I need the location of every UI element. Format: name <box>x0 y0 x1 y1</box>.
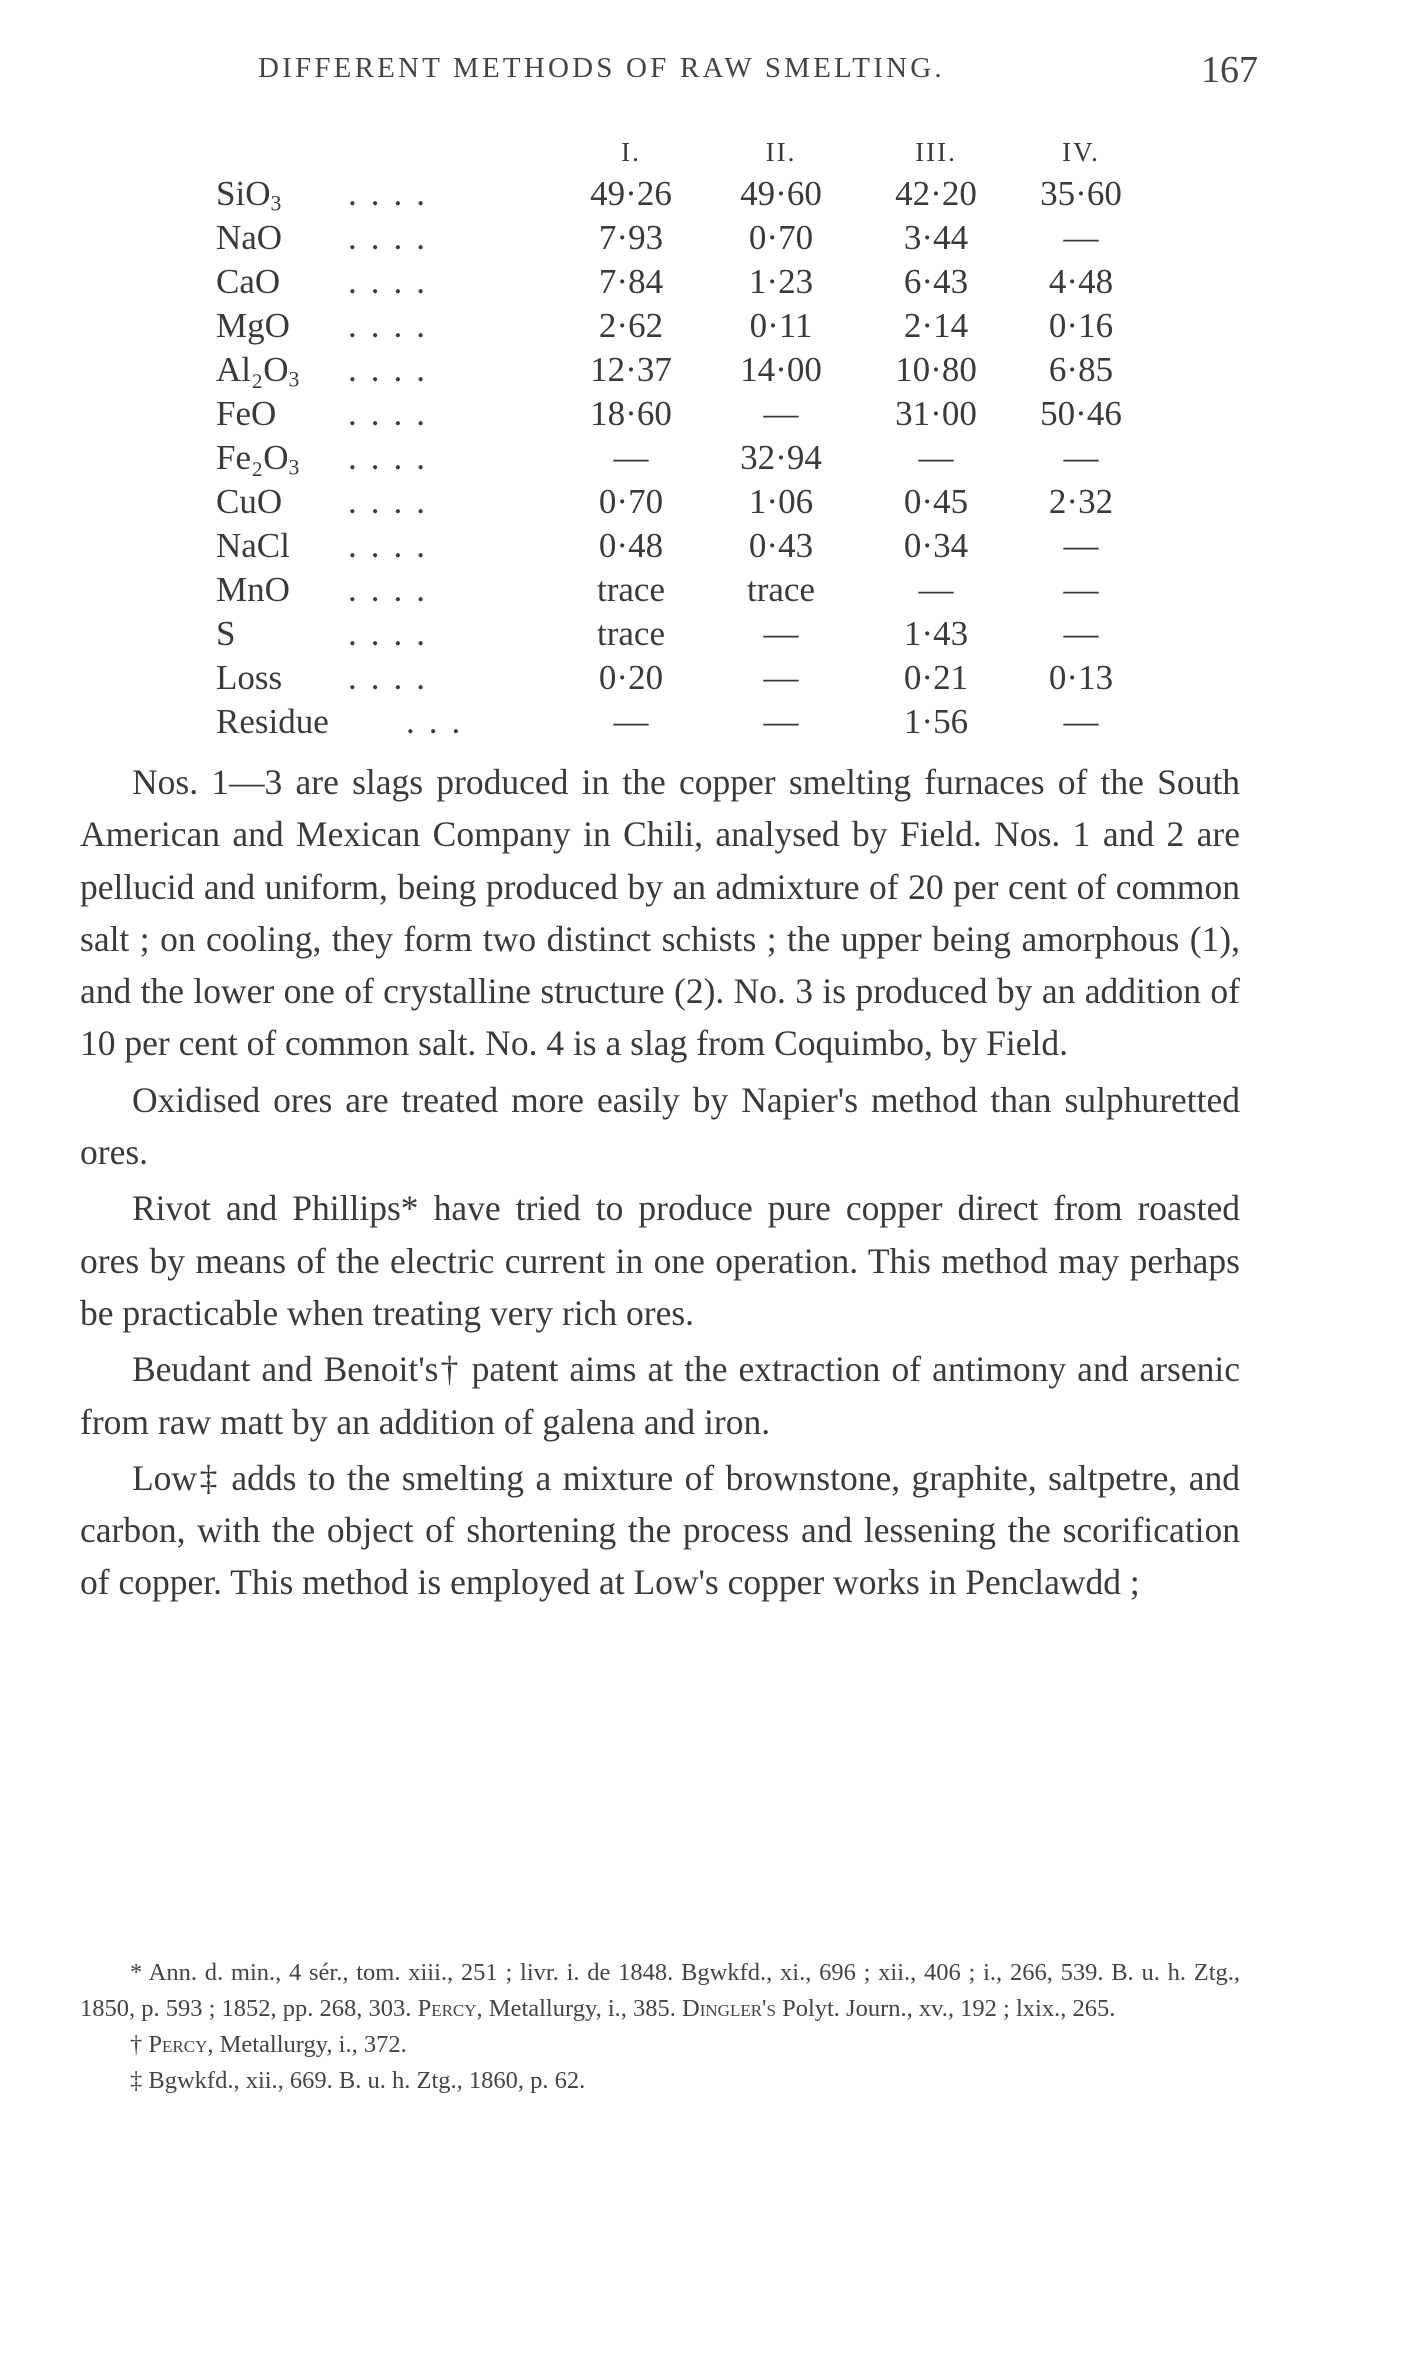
table-cell-col-3: 3·44 <box>903 218 969 257</box>
compound-name: NaCl <box>216 526 290 565</box>
running-title: DIFFERENT METHODS OF RAW SMELTING. <box>258 52 945 84</box>
compound-subscript: 3 <box>288 455 300 480</box>
slag-analysis-table <box>216 130 1156 744</box>
leader-dots: .... <box>348 174 439 213</box>
leader-dots: .... <box>348 306 439 345</box>
table-row <box>216 524 1156 568</box>
table-cell-col-1: trace <box>597 570 665 609</box>
table-cell-col-3: 10·80 <box>895 350 977 389</box>
table-cell-col-4: — <box>1063 614 1099 653</box>
compound-name: Loss <box>216 658 283 697</box>
body-text <box>80 756 1240 1613</box>
table-row <box>216 260 1156 304</box>
table-cell-col-3: 2·14 <box>903 306 969 345</box>
table-cell-col-1: 0·48 <box>598 526 664 565</box>
footnote-star-text-b: , Metallurgy, i., 385. <box>476 1995 676 2022</box>
leader-dots: .... <box>348 482 439 521</box>
table-row <box>216 568 1156 612</box>
table-cell-col-1: 18·60 <box>590 394 672 433</box>
table-cell-col-1: 0·20 <box>598 658 664 697</box>
table-cell-col-2: — <box>763 658 799 697</box>
footnote-dagger-text: , Metallurgy, i., 372. <box>207 2031 407 2058</box>
footnote-double-dagger: ‡ Bgwkfd., xii., 669. B. u. h. Ztg., 1860, p. 62. <box>130 2067 586 2094</box>
table-cell-col-2: 1·23 <box>748 262 814 301</box>
table-header-row <box>216 130 1156 172</box>
footnotes <box>80 1955 1240 2099</box>
leader-dots: .... <box>348 614 439 653</box>
table-cell-col-3: 0·45 <box>903 482 969 521</box>
table-cell-col-2: 0·70 <box>748 218 814 257</box>
table-row <box>216 700 1156 744</box>
table-cell-col-3: 42·20 <box>895 174 977 213</box>
table-cell-col-4: 0·16 <box>1048 306 1114 345</box>
table-cell-col-2: trace <box>747 570 815 609</box>
footnote-dagger <box>80 2027 1240 2063</box>
leader-dots: .... <box>348 570 439 609</box>
compound-name: FeO <box>216 394 277 433</box>
compound-name: MgO <box>216 306 290 345</box>
leader-dots: .... <box>348 262 439 301</box>
table-cell-col-4: 4·48 <box>1048 262 1114 301</box>
table-row <box>216 216 1156 260</box>
paragraph-low: Low‡ adds to the smelting a mixture of brownstone, graphite, saltpetre, and carbon, with the object of shortening the process and lessening the scorification of copper. This method is employed at Low's copper works in Penclawdd ; <box>80 1457 1240 1603</box>
paragraph-rivot-phillips: Rivot and Phillips* have tried to produce pure copper direct from roasted ores by means of the electric current in one operation. This method may perhaps be practicable when treating very rich ores. <box>80 1188 1240 1333</box>
table-cell-col-2: 14·00 <box>740 350 822 389</box>
footnote-star-percy: Percy <box>417 1995 477 2022</box>
paragraph-oxidised-ores: Oxidised ores are treated more easily by Napier's method than sulphuretted ores. <box>80 1079 1240 1173</box>
table-cell-col-2: — <box>763 614 799 653</box>
footnote-star-text-a: * Ann. d. min., 4 sér., tom. xiii., 251 ; livr. i. de 1848. Bgwkfd., xi., 696 ; xii., 406 ; i., 266, 539. B. u. h. Ztg., 1850, p. 593 ; 1852, pp. 268, 303. <box>80 1959 1240 2022</box>
compound-name: S <box>216 614 236 653</box>
table-cell-col-2: 1·06 <box>748 482 814 521</box>
column-header-4: IV. <box>1062 137 1100 167</box>
table-cell-col-2: 49·60 <box>740 174 822 213</box>
compound-subscript: 3 <box>270 191 282 216</box>
table-body <box>216 172 1156 744</box>
table-cell-col-1: 2·62 <box>598 306 664 345</box>
table-cell-col-4: 2·32 <box>1048 482 1114 521</box>
table-cell-col-4: — <box>1063 570 1099 609</box>
table-cell-col-3: 31·00 <box>895 394 977 433</box>
table-cell-col-3: 1·56 <box>903 702 969 741</box>
table-cell-col-4: — <box>1063 526 1099 565</box>
table-cell-col-2: — <box>763 702 799 741</box>
table-cell-col-3: — <box>918 438 954 477</box>
footnote-star-text-c: Polyt. Journ., xv., 192 ; lxix., 265. <box>775 1995 1116 2022</box>
table-row <box>216 436 1156 480</box>
compound-name: Fe₂O <box>216 438 289 477</box>
footnote-dagger-mark: † <box>130 2031 149 2058</box>
column-header-2: II. <box>765 137 797 167</box>
table-cell-col-1: 12·37 <box>590 350 672 389</box>
table-cell-col-4: — <box>1063 438 1099 477</box>
compound-name: CaO <box>216 262 281 301</box>
compound-name: CuO <box>216 482 283 521</box>
table-row <box>216 480 1156 524</box>
table-cell-col-1: 49·26 <box>590 174 672 213</box>
footnote-star <box>80 1955 1240 2027</box>
table-cell-col-4: — <box>1063 702 1099 741</box>
table-cell-col-1: 0·70 <box>598 482 664 521</box>
leader-dots: .... <box>348 394 439 433</box>
table-cell-col-1: 7·84 <box>598 262 664 301</box>
table-cell-col-1: — <box>613 702 649 741</box>
table-row <box>216 656 1156 700</box>
page-number: 167 <box>1201 49 1258 91</box>
leader-dots: .... <box>348 438 439 477</box>
table-cell-col-3: 0·34 <box>903 526 969 565</box>
table-cell-col-2: 0·43 <box>748 526 814 565</box>
compound-name: Residue <box>216 702 329 741</box>
table-cell-col-3: — <box>918 570 954 609</box>
running-head <box>258 48 1258 98</box>
table-row <box>216 172 1156 216</box>
compound-name: Al₂O <box>216 350 289 389</box>
paragraph-beudant-benoit: Beudant and Benoit's† patent aims at the extraction of antimony and arsenic from raw matt by an addition of galena and iron. <box>80 1349 1240 1442</box>
footnote-star-dingler: Dingler's <box>682 1995 776 2022</box>
table-cell-col-4: 6·85 <box>1048 350 1114 389</box>
table-cell-col-2: 0·11 <box>749 306 813 345</box>
row-label <box>216 700 556 753</box>
table-row <box>216 348 1156 392</box>
column-header-3: III. <box>915 137 957 167</box>
table-cell-col-4: — <box>1063 218 1099 257</box>
compound-name: SiO <box>216 174 271 213</box>
leader-dots: .... <box>348 350 439 389</box>
paragraph-slag-notes: Nos. 1—3 are slags produced in the copper smelting furnaces of the South American and Mexican Company in Chili, analysed by Field. Nos. 1 and 2 are pellucid and uniform, being produced by an admixture of 20 per cent of common salt ; on cooling, they form two distinct schists ; the upper being amorphous (1), and the lower one of crystalline structure (2). No. 3 is produced by an addition of 10 per cent of common salt. No. 4 is a slag from Coquimbo, by Field. <box>80 762 1240 1064</box>
leader-dots: .... <box>348 526 439 565</box>
table-row <box>216 612 1156 656</box>
table-cell-col-3: 1·43 <box>903 614 969 653</box>
table-cell-col-3: 6·43 <box>903 262 969 301</box>
table-cell-col-1: trace <box>597 614 665 653</box>
table-cell-col-4: 35·60 <box>1040 174 1122 213</box>
table-cell-col-4: 50·46 <box>1040 394 1122 433</box>
compound-name: MnO <box>216 570 290 609</box>
table-cell-col-1: 7·93 <box>598 218 664 257</box>
leader-dots: ... <box>406 702 475 741</box>
leader-dots: .... <box>348 218 439 257</box>
table-cell-col-4: 0·13 <box>1048 658 1114 697</box>
table-cell-col-3: 0·21 <box>903 658 969 697</box>
table-row <box>216 392 1156 436</box>
column-header-1: I. <box>621 137 641 167</box>
footnote-dagger-percy: Percy <box>148 2031 208 2058</box>
table-cell-col-2: 32·94 <box>740 438 822 477</box>
compound-name: NaO <box>216 218 283 257</box>
table-cell-col-2: — <box>763 394 799 433</box>
table-row <box>216 304 1156 348</box>
leader-dots: .... <box>348 658 439 697</box>
table-cell-col-1: — <box>613 438 649 477</box>
compound-subscript: 3 <box>288 367 300 392</box>
